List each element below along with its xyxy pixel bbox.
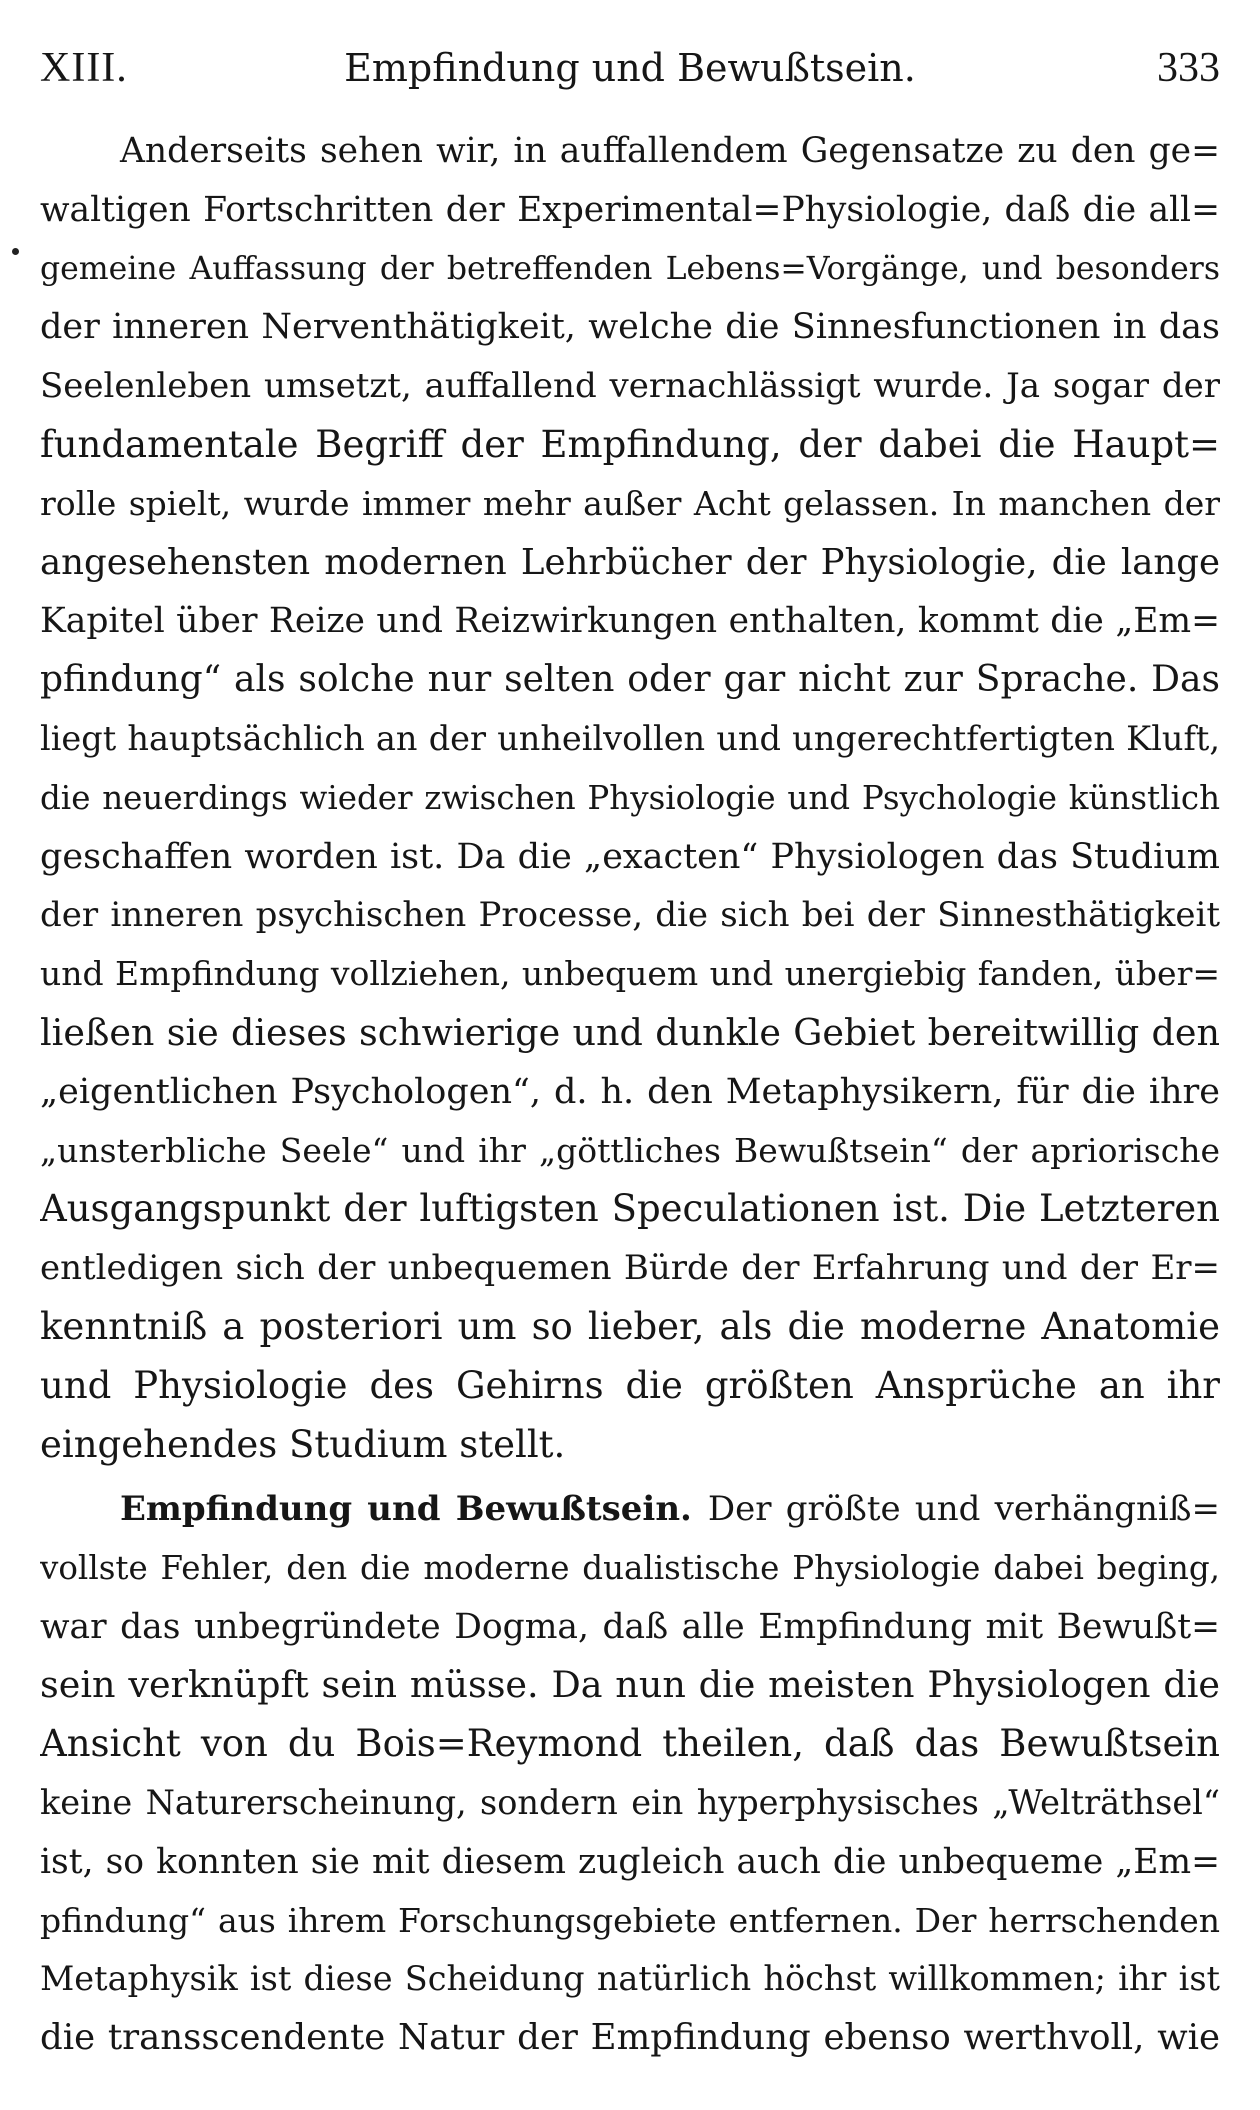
text-line: der inneren psychischen Processe, die sich bei der Sinnesthätigkeit xyxy=(40,895,1220,936)
running-header xyxy=(40,38,1220,98)
paragraph-1 xyxy=(40,122,1220,1474)
text-line: und Empfindung vollziehen, unbequem und unergiebig fanden, über= xyxy=(40,954,1220,994)
text-line: sein verknüpft sein müsse. Da nun die meisten Physiologen die xyxy=(40,1663,1220,1707)
page-number: 333 xyxy=(1157,45,1220,91)
text-line: ließen sie dieses schwierige und dunkle Gebiet bereitwillig den xyxy=(40,1010,1220,1054)
text-line: rolle spielt, wurde immer mehr außer Acht gelassen. In manchen der xyxy=(40,483,1220,523)
text-line: vollste Fehler, den die moderne dualistische Physiologie dabei beging, xyxy=(40,1548,1220,1587)
text-line: eingehendes Studium stellt. xyxy=(40,1422,566,1466)
text-line: kenntniß a posteriori um so lieber, als die moderne Anatomie xyxy=(40,1304,1220,1348)
text-line: Kapitel über Reize und Reizwirkungen enthalten, kommt die „Em= xyxy=(40,601,1220,642)
text-line: ist, so konnten sie mit diesem zugleich auch die unbequeme „Em= xyxy=(40,1841,1220,1882)
margin-speck xyxy=(12,248,19,255)
text-line-with-heading xyxy=(40,1480,1220,1539)
text-line: entledigen sich der unbequemen Bürde der Erfahrung und der Er= xyxy=(40,1248,1220,1289)
text-line: die neuerdings wieder zwischen Physiologie und Psychologie künstlich xyxy=(40,778,1220,817)
text-line: war das unbegründete Dogma, daß alle Empfindung mit Bewußt= xyxy=(40,1606,1220,1647)
section-heading: Empfindung und Bewußtsein. xyxy=(120,1489,692,1529)
text-line: Anderseits sehen wir, in auffallendem Gegensatze zu den ge= xyxy=(120,131,1220,171)
text-line: waltigen Fortschritten der Experimental=Physiologie, daß die all= xyxy=(40,189,1220,230)
text-line: geschaffen worden ist. Da die „exacten“ Physiologen das Studium xyxy=(40,836,1220,877)
text-line: fundamentale Begriff der Empfindung, der dabei die Haupt= xyxy=(40,422,1220,466)
paragraph-2 xyxy=(40,1480,1220,2068)
text-line-rest: Der größte und verhängniß= xyxy=(707,1489,1220,1529)
text-line: Ausgangspunkt der luftigsten Speculationen ist. Die Letzteren xyxy=(40,1187,1220,1231)
text-line: „unsterbliche Seele“ und ihr „göttliches Bewußtsein“ der apriorische xyxy=(40,1130,1220,1170)
text-line: liegt hauptsächlich an der unheilvollen und ungerechtfertigten Kluft, xyxy=(40,718,1220,758)
text-line: keine Naturerscheinung, sondern ein hyperphysisches „Welträthsel“ xyxy=(40,1782,1220,1822)
text-line: angesehensten modernen Lehrbücher der Physiologie, die lange xyxy=(40,541,1220,583)
text-line: „eigentlichen Psychologen“, d. h. den Metaphysikern, für die ihre xyxy=(40,1071,1220,1112)
text-line: Ansicht von du Bois=Reymond theilen, daß das Bewußtsein xyxy=(40,1722,1220,1766)
chapter-number: XIII. xyxy=(40,45,128,91)
text-line: Metaphysik ist diese Scheidung natürlich höchst willkommen; ihr ist xyxy=(40,1959,1220,1999)
text-line: Seelenleben umsetzt, auffallend vernachlässigt wurde. Ja sogar der xyxy=(40,366,1220,407)
text-line: pfindung“ aus ihrem Forschungsgebiete entfernen. Der herrschenden xyxy=(40,1900,1220,1940)
text-line: pfindung“ als solche nur selten oder gar nicht zur Sprache. Das xyxy=(40,659,1220,701)
text-line: und Physiologie des Gehirns die größten Ansprüche an ihr xyxy=(40,1363,1220,1407)
text-line: die transscendente Natur der Empfindung ebenso werthvoll, wie xyxy=(40,2017,1220,2059)
running-title: Empfindung und Bewußtsein. xyxy=(344,46,916,90)
text-line: gemeine Auffassung der betreffenden Lebens=Vorgänge, und besonders xyxy=(40,250,1220,287)
text-line: der inneren Nerventhätigkeit, welche die Sinnesfunctionen in das xyxy=(40,307,1220,348)
